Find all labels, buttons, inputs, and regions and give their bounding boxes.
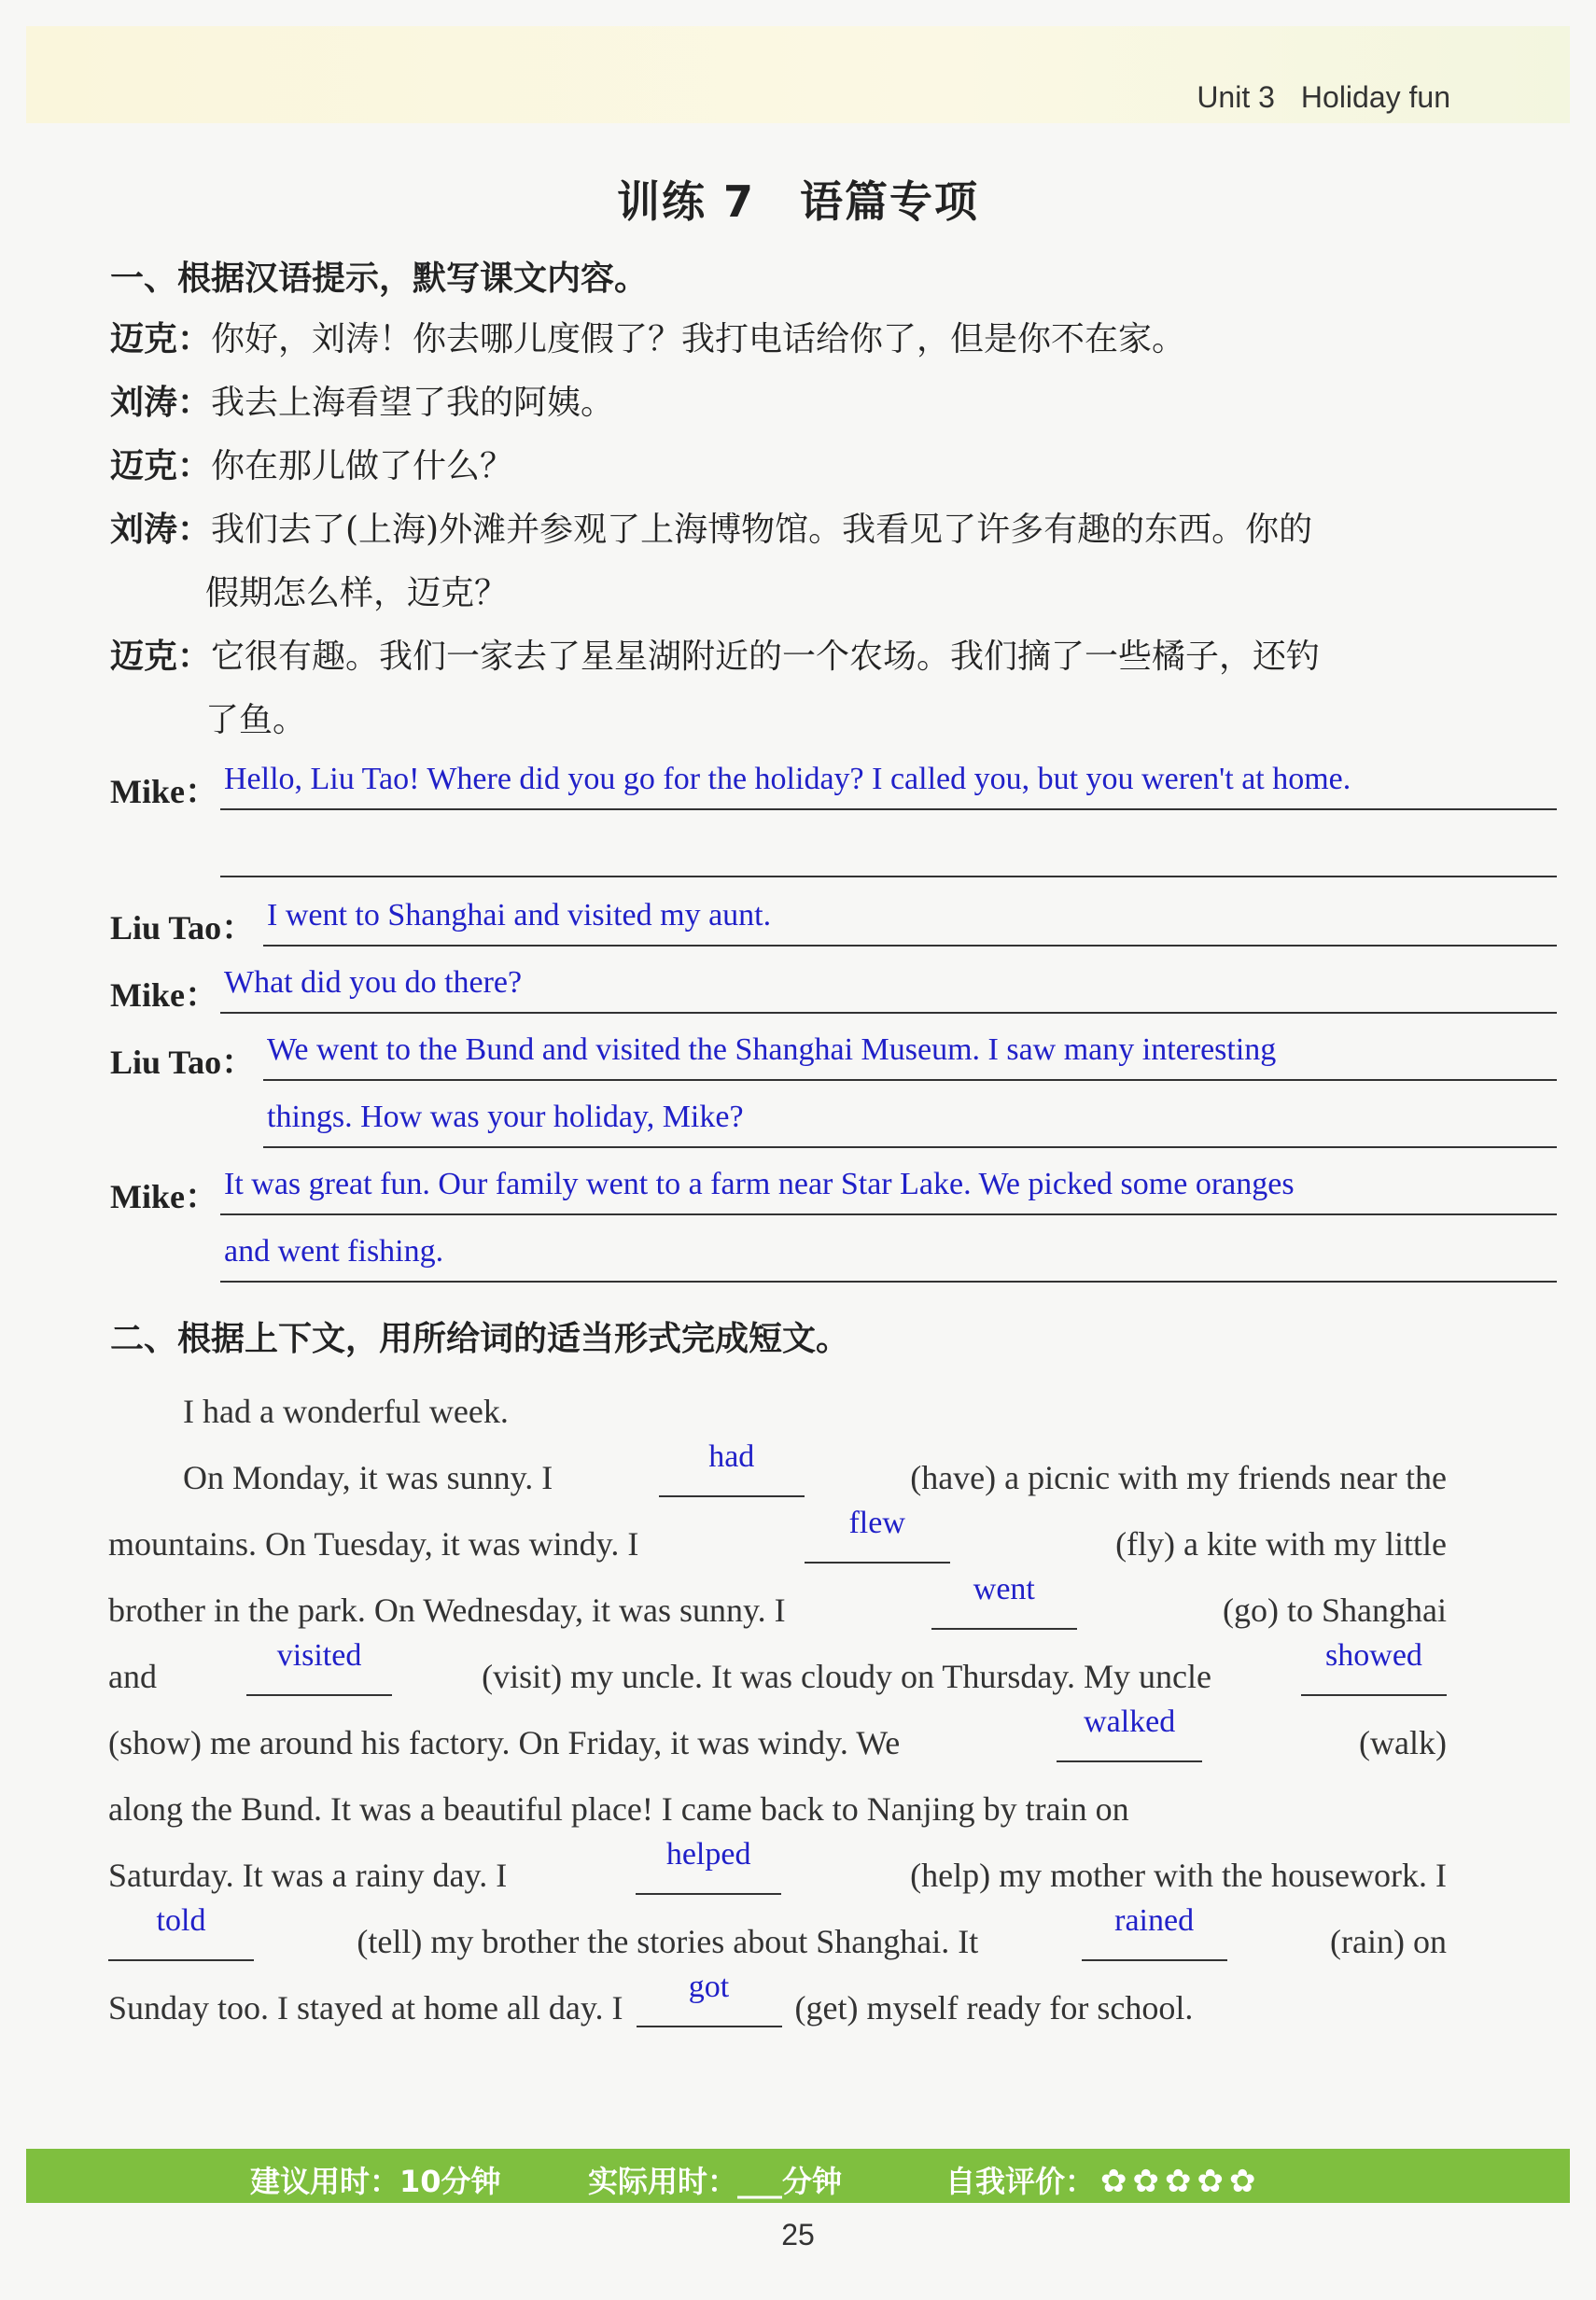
answer-text: and went fishing. [224,1234,444,1269]
passage-text: I had a wonderful week. [183,1393,509,1430]
answer-text: I went to Shanghai and visited my aunt. [267,898,772,933]
answer-blank[interactable] [931,1572,1077,1630]
passage-text: brother in the park. On Wednesday, it was sunny. I [108,1592,786,1629]
passage-text: (go) to Shanghai [1223,1592,1447,1629]
flower-icon[interactable]: ✿ [1100,2163,1127,2200]
footer-bar [26,2149,1570,2203]
flower-icon[interactable]: ✿ [1229,2163,1256,2200]
cn-line [110,435,1320,498]
passage-text: along the Bund. It was a beautiful place! I came back to Nanjing by train on [108,1790,1129,1828]
answer-text: showed [1325,1638,1422,1673]
answer-blank[interactable] [659,1439,805,1497]
answer-text: told [156,1903,206,1938]
passage-text: Saturday. It was a rainy day. I [108,1857,508,1894]
passage-line [108,1762,1447,1829]
page-title: 训练 7 语篇专项 [616,176,980,227]
passage-text: (help) my mother with the housework. I [910,1857,1447,1894]
cn-text: 你在那儿做了什么？ [211,447,514,485]
passage-line [108,1497,1447,1564]
passage-text: (tell) my brother the stories about Shanghai. It [357,1923,979,1960]
answer-text: went [973,1572,1035,1606]
answer-text: We went to the Bund and visited the Shanghai Museum. I saw many interesting [267,1032,1277,1067]
passage-text: (show) me around his factory. On Friday, it was windy. We [108,1724,901,1761]
cn-line [110,625,1320,752]
answer-text: got [688,1970,730,2004]
answer-blank[interactable] [108,1903,254,1961]
en-speaker: Mike： [110,773,218,810]
passage-line [108,1564,1447,1630]
answer-blank[interactable] [246,1638,392,1696]
unit-topic: Holiday fun [1300,80,1450,114]
cn-speaker: 刘涛： [110,384,212,422]
answer-blank[interactable] [1057,1704,1202,1762]
cn-text: 它很有趣。我们一家去了星星湖附近的一个农场。我们摘了一些橘子，还钓 [211,638,1321,676]
en-speaker: Liu Tao： [110,1044,256,1081]
passage-line [108,1961,1447,2027]
cn-speaker: 迈克： [110,320,212,358]
cn-line [110,308,1320,372]
answer-blank[interactable] [637,1970,782,2027]
section1-heading: 一、根据汉语提示，默写课文内容。 [110,259,649,298]
answer-text: had [708,1439,755,1474]
cn-text: 了鱼。 [205,701,307,739]
passage-text: (rain) on [1330,1923,1447,1960]
passage-text: (fly) a kite with my little [1115,1525,1447,1563]
passage-text: Sunday too. I stayed at home all day. I [108,1989,623,2027]
cn-line [110,372,1320,435]
cn-speaker: 迈克： [110,638,212,676]
cn-speaker: 刘涛： [110,511,212,549]
passage-line [108,1630,1447,1696]
section2-heading: 二、根据上下文，用所给词的适当形式完成短文。 [110,1320,850,1358]
answer-text: flew [848,1506,905,1540]
answer-text: Hello, Liu Tao! Where did you go for the holiday? I called you, but you weren't at home. [224,762,1351,796]
actual-time: 实际用时：___分钟 [588,2164,843,2199]
running-header [1197,80,1450,115]
passage-text: (visit) my uncle. It was cloudy on Thursday. My uncle [482,1658,1211,1695]
passage-text: (walk) [1359,1724,1447,1761]
answer-text: things. How was your holiday, Mike? [267,1100,744,1134]
answer-blank[interactable] [1301,1638,1447,1696]
answer-text: It was great fun. Our family went to a farm near Star Lake. We picked some oranges [224,1167,1295,1201]
unit-label: Unit 3 [1197,80,1275,114]
answer-line[interactable] [220,823,1557,877]
passage-line [108,1431,1447,1497]
answer-blank[interactable] [636,1837,781,1895]
en-speaker: Mike： [110,1178,218,1215]
passage-text: On Monday, it was sunny. I [183,1459,553,1496]
answer-text: visited [276,1638,362,1673]
page-number: 25 [781,2218,815,2251]
passage-line [108,1696,1447,1762]
answer-blank[interactable] [1082,1903,1227,1961]
cn-line [110,498,1320,625]
cn-speaker: 迈克： [110,447,212,485]
passage-text: mountains. On Tuesday, it was windy. I [108,1525,639,1563]
passage-text: and [108,1658,157,1695]
en-speaker: Liu Tao： [110,909,256,947]
answer-text: walked [1084,1704,1176,1739]
cn-text: 假期怎么样，迈克？ [205,574,509,612]
passage-text: (get) myself ready for school. [794,1989,1194,2027]
flower-icon[interactable]: ✿ [1165,2163,1192,2200]
passage-line [108,1895,1447,1961]
flower-icon[interactable]: ✿ [1197,2163,1225,2200]
cn-text: 我们去了(上海)外滩并参观了上海博物馆。我看见了许多有趣的东西。你的 [211,511,1313,549]
passage-line [108,1829,1447,1895]
cn-text: 我去上海看望了我的阿姨。 [211,384,615,422]
chinese-dialogue [110,308,1320,752]
flower-icon[interactable]: ✿ [1132,2163,1160,2200]
answer-blank[interactable] [805,1506,950,1564]
en-speaker: Mike： [110,976,218,1014]
cn-text: 你好，刘涛！你去哪儿度假了？我打电话给你了，但是你不在家。 [211,320,1186,358]
passage-line [108,1365,1521,1431]
self-evaluation-label: 自我评价： [945,2164,1096,2199]
passage-text: (have) a picnic with my friends near the [910,1459,1447,1496]
answer-text: rained [1114,1903,1195,1938]
self-evaluation [945,2158,1256,2201]
answer-text: helped [665,1837,751,1872]
answer-text: What did you do there? [224,965,523,1000]
suggested-time: 建议用时：10分钟 [250,2164,501,2199]
